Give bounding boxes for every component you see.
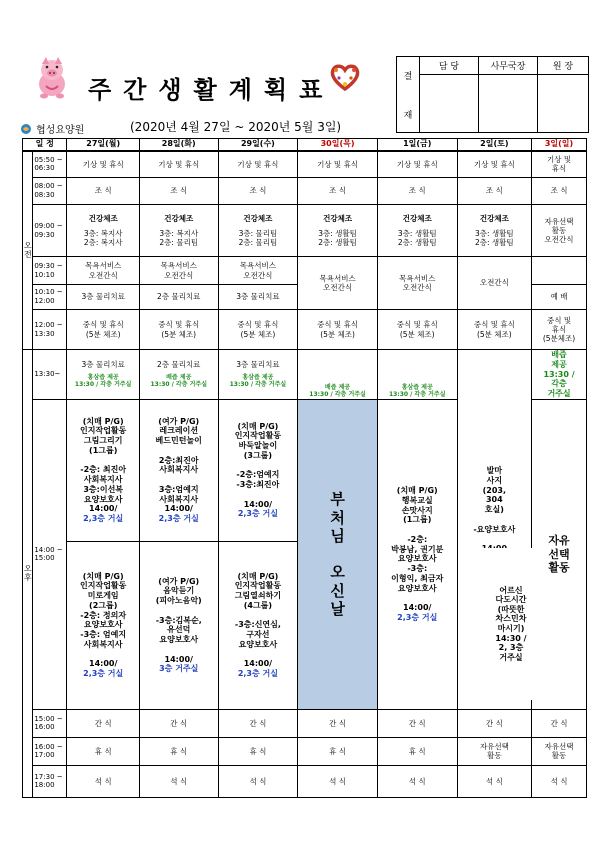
cell: (여가 P/G) 레크레이션 베드민턴놀이 2층:최진아 사회복지사 3층:엄예지 사회복지사 14:00/ 2,3층 거실 bbox=[139, 399, 218, 541]
time-cell: 05:50 ~ 06:30 bbox=[33, 151, 67, 178]
cell: 목욕서비스 오전간식 bbox=[67, 257, 139, 285]
cell: 석 식 bbox=[532, 765, 587, 797]
time-cell: 09:00 ~ 09:30 bbox=[33, 205, 67, 257]
cell: 3층 물리치료 홍삼즙 제공 13:30 / 각층 거주실 bbox=[67, 350, 139, 400]
cell: 휴 식 bbox=[67, 737, 139, 765]
cell: 건강체조 3층: 생활팀 2층: 생활팀 bbox=[298, 205, 378, 257]
cell: 자유선택 활동 bbox=[532, 737, 587, 765]
cell: 2층 물리치료 bbox=[139, 285, 218, 310]
header-day-wed: 29일(수) bbox=[218, 139, 298, 151]
approval-col-director: 사무국장 bbox=[479, 57, 538, 75]
cell: 목욕서비스 오전간식 bbox=[298, 257, 378, 310]
cell: 3층 물리치료 bbox=[67, 285, 139, 310]
cell: 3층 물리치료 홍삼즙 제공 13:30 / 각층 거주실 bbox=[218, 350, 298, 400]
cell: 휴 식 bbox=[377, 737, 457, 765]
facility-name: 협성요양원 bbox=[36, 125, 85, 136]
facility-logo-icon bbox=[20, 123, 32, 135]
pig-mascot-icon bbox=[34, 56, 70, 100]
time-cell: 08:00 ~ 08:30 bbox=[33, 178, 67, 205]
row-dinner bbox=[23, 765, 587, 797]
row-exercise bbox=[23, 205, 587, 257]
cell: (치매 P/G) 인지작업활동 그림그리기 (1그룹) -2층: 최진아 사회복지사 3층:이선복 요양보호사 14:00/ 2,3층 거실 bbox=[67, 399, 139, 541]
cell: 기상 및 휴식 bbox=[298, 151, 378, 178]
cell: (치매 P/G) 행복교실 손맛사지 (1그룹) -2층: 박봉남, 권기분 요양보호사 -3층: 이형익, 최금자 요양보호사 14:00/ 2,3층 거실 bbox=[377, 399, 457, 709]
time-cell: 14:00 ~ 15:00 bbox=[33, 399, 67, 709]
cell: 조 식 bbox=[377, 178, 457, 205]
cell: 건강체조 3층: 물리팀 2층: 물리팀 bbox=[218, 205, 298, 257]
cell: 배즙 제공 13:30 / 각층 거주실 bbox=[298, 350, 378, 400]
page-title: 주간생활계획표 bbox=[88, 76, 335, 104]
cell bbox=[532, 257, 587, 285]
time-cell: 15:00 ~ 16:00 bbox=[33, 709, 67, 737]
header-schedule: 일 정 bbox=[23, 139, 67, 151]
cell: 조 식 bbox=[298, 178, 378, 205]
cell: 목욕서비스 오전간식 bbox=[377, 257, 457, 310]
cell: 중식 및 휴식 (5분 체조) bbox=[218, 310, 298, 350]
cell: 휴 식 bbox=[139, 737, 218, 765]
cell: 조 식 bbox=[532, 178, 587, 205]
section-pm: 오 후 bbox=[23, 350, 33, 798]
cell: 조 식 bbox=[218, 178, 298, 205]
cell: 석 식 bbox=[298, 765, 378, 797]
cell: 휴 식 bbox=[298, 737, 378, 765]
cell: 석 식 bbox=[377, 765, 457, 797]
cell: 홍삼즙 제공 13:30 / 각층 거주실 bbox=[377, 350, 457, 400]
cell: (치매 P/G) 인지작업활동 바둑알놀이 (3그룹) -2층:엄예지 -3층:최진아 14:00/ 2,3층 거실 bbox=[218, 399, 298, 541]
cell: 오전간식 bbox=[457, 257, 532, 310]
header-day-fri: 1일(금) bbox=[377, 139, 457, 151]
cell: 건강체조 3층: 복지사 2층: 복지사 bbox=[67, 205, 139, 257]
header-day-sat: 2일(토) bbox=[457, 139, 532, 151]
time-cell: 13:30~ bbox=[33, 350, 67, 400]
approval-col-head: 원 장 bbox=[538, 57, 589, 75]
cell: 간 식 bbox=[67, 709, 139, 737]
cell: 건강체조 3층: 생활팀 2층: 생활팀 bbox=[457, 205, 532, 257]
cell: 간 식 bbox=[298, 709, 378, 737]
cell: 중식 및 휴식 (5분 체조) bbox=[457, 310, 532, 350]
cell: 기상 및 휴식 bbox=[218, 151, 298, 178]
row-rest bbox=[23, 737, 587, 765]
cell: 석 식 bbox=[218, 765, 298, 797]
cell: 기상 및 휴식 bbox=[377, 151, 457, 178]
approval-sign-head bbox=[538, 75, 589, 133]
cell: 간 식 bbox=[139, 709, 218, 737]
cell: 2층 물리치료 배즙 제공 13:30 / 각층 거주실 bbox=[139, 350, 218, 400]
approval-col-manager: 담 당 bbox=[420, 57, 479, 75]
cell: 기상 및 휴식 bbox=[67, 151, 139, 178]
header-day-tue: 28일(화) bbox=[139, 139, 218, 151]
time-cell: 17:30 ~ 18:00 bbox=[33, 765, 67, 797]
cell: (치매 P/G) 인지작업활동 그림열쇠하기 (4그룹) -3층:신연심, 구자선 요양보호사 14:00/ 2,3층 거실 bbox=[218, 541, 298, 709]
approval-side-label: 결 재 bbox=[397, 57, 420, 133]
cell: 중식 및 휴식 (5분 체조) bbox=[377, 310, 457, 350]
cell: 조 식 bbox=[139, 178, 218, 205]
cell: 중식 및 휴식 (5분체조) bbox=[532, 310, 587, 350]
flower-heart-icon bbox=[330, 62, 360, 92]
buddha-birthday-cell: 부 처 님 오 신 날 bbox=[298, 399, 378, 709]
cell: 조 식 bbox=[457, 178, 532, 205]
cell: 자유선택 활동 오전간식 bbox=[532, 205, 587, 257]
cell: 예 배 bbox=[532, 285, 587, 310]
cell: 3층 물리치료 bbox=[218, 285, 298, 310]
cell: 간 식 bbox=[377, 709, 457, 737]
header-day-thu: 30일(목) bbox=[298, 139, 378, 151]
cell: 기상 및 휴식 bbox=[532, 151, 587, 178]
approval-sign-director bbox=[479, 75, 538, 133]
cell: 간 식 bbox=[532, 709, 587, 737]
cell: 자유 선택 활동 bbox=[532, 399, 587, 709]
cell: (치매 P/G) 인지작업활동 미로게임 (2그룹) -2층: 정의자 요양보호사 -3층: 엄예지 사회복지사 14:00/ 2,3층 거실 bbox=[67, 541, 139, 709]
cell: 목욕서비스 오전간식 bbox=[139, 257, 218, 285]
row-snack bbox=[23, 709, 587, 737]
time-cell: 09:30 ~ 10:10 bbox=[33, 257, 67, 285]
cell: 발마 사지 (203, 304 호실) -요양보호사 bbox=[457, 350, 532, 710]
schedule-period: (2020년 4월 27일 ~ 2020년 5월 3일) bbox=[130, 120, 342, 134]
cell: 중식 및 휴식 (5분 체조) bbox=[139, 310, 218, 350]
facility-logo bbox=[20, 121, 84, 136]
cell: 기상 및 휴식 bbox=[139, 151, 218, 178]
cell: 휴 식 bbox=[218, 737, 298, 765]
section-am: 오 전 bbox=[23, 151, 33, 350]
cell: 간 식 bbox=[457, 709, 532, 737]
cell: 건강체조 3층: 생활팀 2층: 생활팀 bbox=[377, 205, 457, 257]
cell: (여가 P/G) 음악듣기 (피아노음악) -3층:김복순, 유선덕 요양보호사 14:00/ 3층 거주실 bbox=[139, 541, 218, 709]
row-breakfast bbox=[23, 178, 587, 205]
cell: 배즙 제공 13:30 / 각층 거주실 bbox=[532, 350, 587, 400]
cell: 조 식 bbox=[67, 178, 139, 205]
approval-sign-manager bbox=[420, 75, 479, 133]
approval-box bbox=[396, 56, 589, 133]
row-bath bbox=[23, 257, 587, 285]
header-day-sun: 3일(일) bbox=[532, 139, 587, 151]
cell: 중식 및 휴식 (5분 체조) bbox=[67, 310, 139, 350]
cell: 석 식 bbox=[457, 765, 532, 797]
row-wakeup bbox=[23, 151, 587, 178]
time-cell: 10:10 ~ 12:00 bbox=[33, 285, 67, 310]
cell: 석 식 bbox=[67, 765, 139, 797]
cell: 석 식 bbox=[139, 765, 218, 797]
cell: 간 식 bbox=[218, 709, 298, 737]
cell: 자유선택 활동 bbox=[457, 737, 532, 765]
time-cell: 12:00 ~ 13:30 bbox=[33, 310, 67, 350]
cell: 목욕서비스 오전간식 bbox=[218, 257, 298, 285]
header-row bbox=[23, 139, 587, 151]
sat-tea-time-cell: 어르신 다도시간 (따뜻한 차스민차 마시기) 14:30 / 2, 3층 거주실 bbox=[476, 548, 546, 700]
row-afternoon-snack bbox=[23, 350, 587, 400]
cell: 중식 및 휴식 (5분 체조) bbox=[298, 310, 378, 350]
header-day-mon: 27일(월) bbox=[67, 139, 139, 151]
row-lunch bbox=[23, 310, 587, 350]
time-cell: 16:00 ~ 17:00 bbox=[33, 737, 67, 765]
cell: 기상 및 휴식 bbox=[457, 151, 532, 178]
cell: 건강체조 3층: 복지사 2층: 물리팀 bbox=[139, 205, 218, 257]
